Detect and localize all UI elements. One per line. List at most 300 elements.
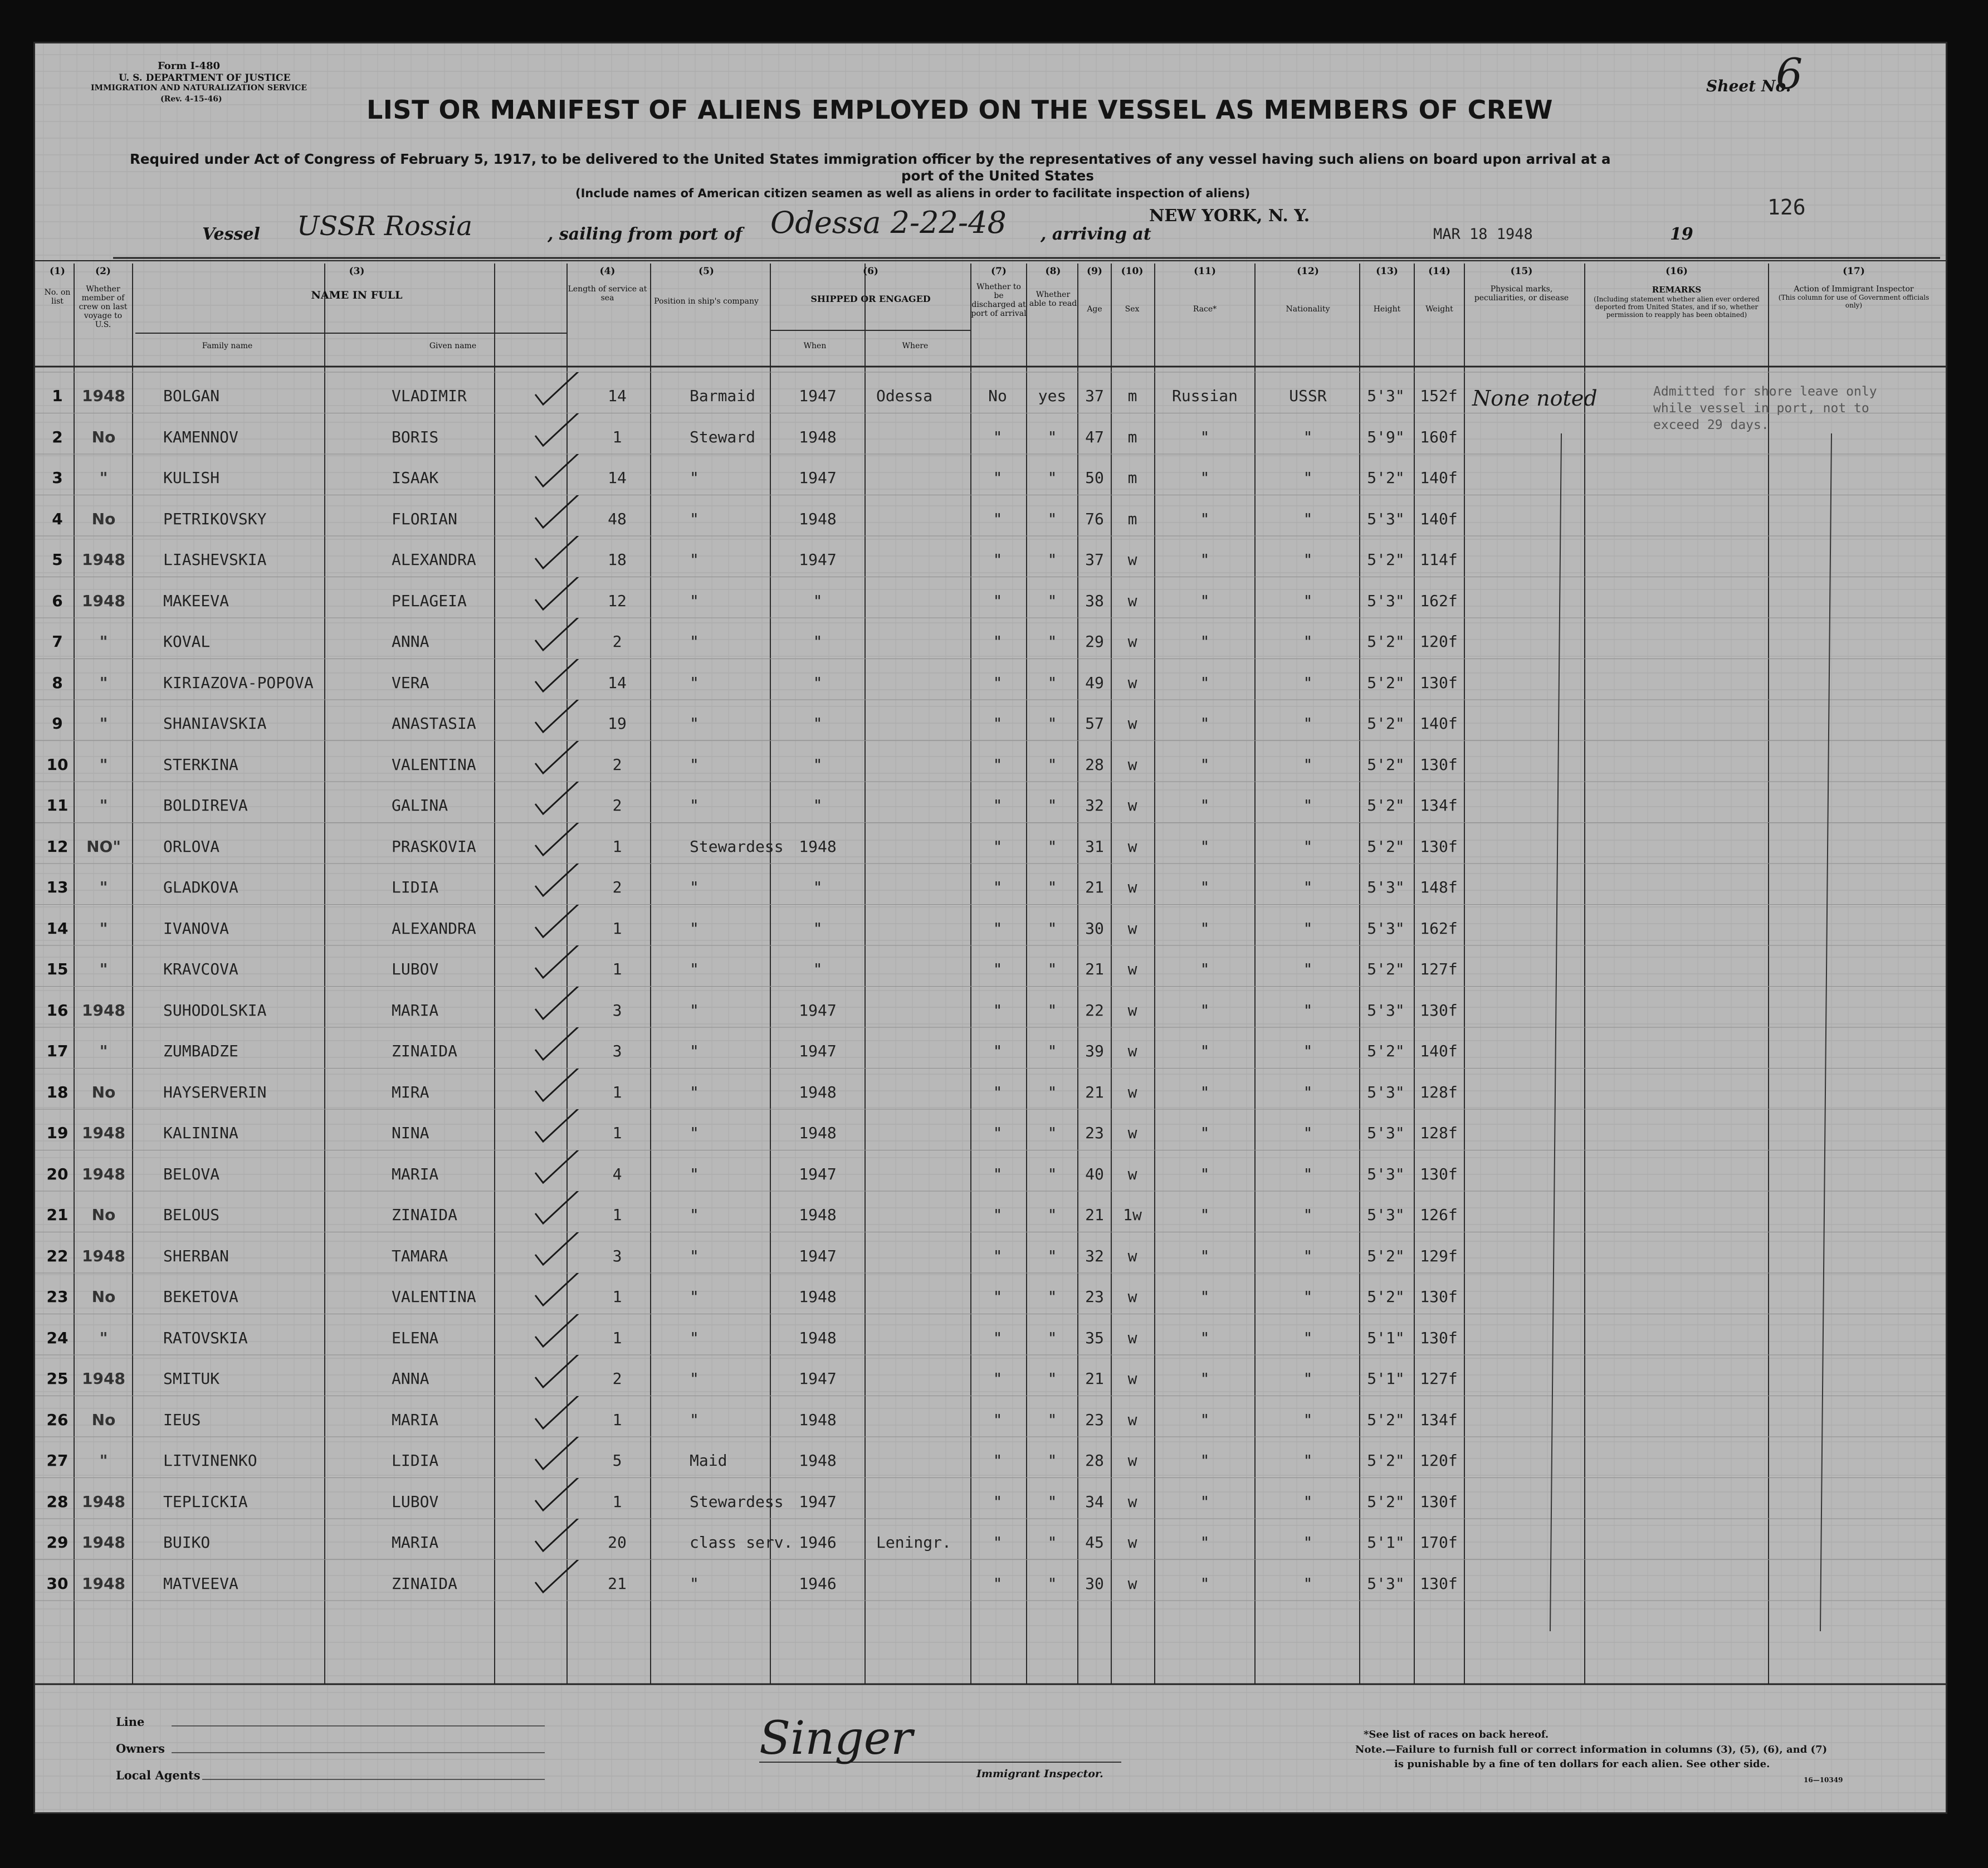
- sailing-port: Odessa 2-22-48: [770, 205, 1007, 240]
- cell-family: BOLDIREVA: [163, 796, 248, 814]
- cell-given: BORIS: [392, 427, 439, 446]
- cell-race: ": [1200, 919, 1210, 938]
- col-5-header: (5) Position in ship's company: [654, 266, 759, 306]
- check-mark-icon: [531, 823, 598, 864]
- remarks-row1-line3: exceed 29 days.: [1653, 418, 1769, 432]
- check-mark-icon: [531, 1232, 598, 1273]
- cell-read: ": [1047, 469, 1057, 487]
- cell-position: Maid: [690, 1451, 727, 1470]
- cell-read: ": [1047, 878, 1057, 896]
- check-mark-icon: [531, 700, 598, 740]
- remarks-row1-line1: Admitted for shore leave only: [1653, 384, 1877, 399]
- col-11-header: (11) Race*: [1193, 266, 1217, 314]
- arrival-date: MAR 18 1948: [1433, 226, 1533, 243]
- cell-given: MARIA: [392, 1164, 439, 1183]
- cell-weight: 130f: [1420, 1574, 1458, 1593]
- cell-nat: ": [1303, 1246, 1313, 1265]
- cell-race: ": [1200, 1492, 1210, 1511]
- manifest-title: LIST OR MANIFEST OF ALIENS EMPLOYED ON THE VESSEL AS MEMBERS OF CREW: [367, 95, 1554, 125]
- cell-nat: ": [1303, 1533, 1313, 1552]
- table-row: [35, 1109, 1946, 1150]
- cell-prev: 1948: [82, 550, 125, 569]
- cell-service: 1: [612, 1410, 622, 1429]
- cell-prev: 1948: [82, 387, 125, 405]
- cell-given: ANNA: [392, 632, 429, 651]
- cell-nat: ": [1303, 427, 1313, 446]
- cell-position: ": [690, 550, 699, 569]
- cell-position: Stewardess: [690, 1492, 784, 1511]
- cell-weight: 160f: [1420, 427, 1458, 446]
- cell-height: 5'1": [1367, 1533, 1405, 1552]
- cell-read: ": [1047, 1206, 1057, 1224]
- table-row: [35, 945, 1946, 986]
- cell-family: SHANIAVSKIA: [163, 714, 267, 733]
- cell-weight: 130f: [1420, 1164, 1458, 1183]
- cell-when: 1946: [799, 1533, 837, 1552]
- cell-no: 13: [46, 878, 69, 896]
- cell-disch: ": [993, 1124, 1003, 1142]
- col-6-header: (6) SHIPPED OR ENGAGED: [810, 266, 931, 304]
- cell-weight: 140f: [1420, 469, 1458, 487]
- cell-when: 1948: [799, 1124, 837, 1142]
- form-number: Form I-480: [158, 60, 221, 72]
- cell-height: 5'3": [1367, 591, 1405, 610]
- cell-sex: w: [1127, 591, 1137, 610]
- cell-family: SMITUK: [163, 1369, 220, 1388]
- cell-race: ": [1200, 469, 1210, 487]
- form-revision: (Rev. 4-15-46): [160, 95, 222, 104]
- cell-weight: 130f: [1420, 1287, 1458, 1306]
- line-label: Line: [116, 1715, 145, 1729]
- cell-sex: w: [1127, 1246, 1137, 1265]
- cell-no: 5: [52, 550, 63, 569]
- check-mark-icon: [531, 741, 598, 782]
- cell-age: 21: [1085, 878, 1104, 896]
- cell-no: 1: [52, 387, 63, 405]
- cell-position: ": [690, 469, 699, 487]
- cell-height: 5'2": [1367, 550, 1405, 569]
- cell-nat: ": [1303, 591, 1313, 610]
- cell-height: 5'2": [1367, 960, 1405, 978]
- cell-family: STERKINA: [163, 755, 238, 774]
- cell-disch: ": [993, 469, 1003, 487]
- cell-sex: w: [1127, 1328, 1137, 1347]
- cell-nat: ": [1303, 878, 1313, 896]
- cell-nat: ": [1303, 509, 1313, 528]
- cell-when: ": [813, 673, 823, 692]
- cell-disch: ": [993, 632, 1003, 651]
- cell-disch: ": [993, 714, 1003, 733]
- cell-family: IVANOVA: [163, 919, 229, 938]
- cell-service: 18: [608, 550, 627, 569]
- cell-no: 20: [46, 1164, 69, 1183]
- cell-no: 15: [46, 960, 69, 978]
- cell-when: 1948: [799, 1410, 837, 1429]
- cell-nat: ": [1303, 632, 1313, 651]
- cell-read: ": [1047, 1001, 1057, 1020]
- cell-when: 1947: [799, 1246, 837, 1265]
- cell-nat: ": [1303, 755, 1313, 774]
- cell-given: ISAAK: [392, 469, 439, 487]
- col-1-header: (1) No. on list: [44, 266, 71, 306]
- cell-read: ": [1047, 1287, 1057, 1306]
- cell-no: 11: [46, 796, 69, 814]
- cell-disch: ": [993, 1287, 1003, 1306]
- cell-given: ZINAIDA: [392, 1206, 458, 1224]
- cell-disch: ": [993, 1001, 1003, 1020]
- cell-given: PELAGEIA: [392, 591, 467, 610]
- cell-prev: No: [91, 509, 116, 528]
- cell-read: ": [1047, 755, 1057, 774]
- cell-given: LIDIA: [392, 878, 439, 896]
- cell-given: LUBOV: [392, 960, 439, 978]
- cell-prev: No: [91, 1287, 116, 1306]
- cell-position: ": [690, 1124, 699, 1142]
- cell-position: ": [690, 673, 699, 692]
- cell-given: ELENA: [392, 1328, 439, 1347]
- inspector-signature: Singer: [759, 1712, 913, 1765]
- cell-nat: ": [1303, 1001, 1313, 1020]
- cell-prev: NO": [86, 837, 121, 856]
- cell-disch: ": [993, 919, 1003, 938]
- cell-read: ": [1047, 632, 1057, 651]
- physical-marks-note: None noted: [1472, 386, 1598, 411]
- check-mark-icon: [531, 618, 598, 659]
- cell-position: ": [690, 1328, 699, 1347]
- check-mark-icon: [531, 945, 598, 986]
- cell-prev: ": [99, 960, 108, 978]
- cell-read: ": [1047, 960, 1057, 978]
- cell-weight: 120f: [1420, 632, 1458, 651]
- cell-race: ": [1200, 878, 1210, 896]
- cell-weight: 140f: [1420, 714, 1458, 733]
- cell-no: 27: [46, 1451, 69, 1470]
- cell-family: KALININA: [163, 1124, 238, 1142]
- table-row: [35, 1069, 1946, 1109]
- cell-family: LIASHEVSKIA: [163, 550, 267, 569]
- cell-age: 31: [1085, 837, 1104, 856]
- cell-race: ": [1200, 1451, 1210, 1470]
- cell-nat: ": [1303, 469, 1313, 487]
- cell-disch: ": [993, 1082, 1003, 1101]
- cell-prev: ": [99, 755, 108, 774]
- cell-height: 5'2": [1367, 755, 1405, 774]
- cell-age: 57: [1085, 714, 1104, 733]
- cell-prev: ": [99, 796, 108, 814]
- cell-disch: ": [993, 1328, 1003, 1347]
- cell-given: ZINAIDA: [392, 1574, 458, 1593]
- cell-no: 22: [46, 1246, 69, 1265]
- cell-weight: 128f: [1420, 1082, 1458, 1101]
- cell-position: ": [690, 714, 699, 733]
- table-row: [35, 1519, 1946, 1559]
- check-mark-icon: [531, 413, 598, 454]
- cell-age: 39: [1085, 1042, 1104, 1060]
- col-13-header: (13) Height: [1373, 266, 1401, 314]
- cell-prev: 1948: [82, 1574, 125, 1593]
- col-10-header: (10) Sex: [1121, 266, 1144, 314]
- cell-read: ": [1047, 919, 1057, 938]
- cell-service: 3: [612, 1042, 622, 1060]
- check-mark-icon: [531, 864, 598, 904]
- cell-weight: 134f: [1420, 1410, 1458, 1429]
- manifest-subtitle-2: port of the United States: [901, 168, 1094, 184]
- cell-when: ": [813, 878, 823, 896]
- cell-family: KIRIAZOVA-POPOVA: [163, 673, 314, 692]
- cell-service: 12: [608, 591, 627, 610]
- sailing-label: , sailing from port of: [548, 225, 743, 244]
- cell-disch: ": [993, 1042, 1003, 1060]
- cell-prev: 1948: [82, 1001, 125, 1020]
- cell-age: 22: [1085, 1001, 1104, 1020]
- cell-no: 26: [46, 1410, 69, 1429]
- department-name: U. S. DEPARTMENT OF JUSTICE: [119, 72, 291, 84]
- cell-read: ": [1047, 1410, 1057, 1429]
- cell-position: ": [690, 1574, 699, 1593]
- cell-weight: 134f: [1420, 796, 1458, 814]
- table-row: [35, 1314, 1946, 1355]
- cell-age: 21: [1085, 960, 1104, 978]
- inspector-label: Immigrant Inspector.: [976, 1768, 1103, 1780]
- cell-when: 1948: [799, 1451, 837, 1470]
- table-row: [35, 618, 1946, 659]
- cell-prev: No: [91, 1410, 116, 1429]
- cell-age: 76: [1085, 509, 1104, 528]
- cell-disch: ": [993, 509, 1003, 528]
- cell-given: LIDIA: [392, 1451, 439, 1470]
- cell-given: ANNA: [392, 1369, 429, 1388]
- cell-no: 18: [46, 1082, 69, 1101]
- cell-nat: ": [1303, 673, 1313, 692]
- cell-family: MATVEEVA: [163, 1574, 238, 1593]
- cell-when: 1947: [799, 1001, 837, 1020]
- cell-sex: w: [1127, 714, 1137, 733]
- cell-prev: 1948: [82, 591, 125, 610]
- col-16-header: (16) REMARKS (Including statement whether alien ever ordered deported from United States, and if so, whether permission to reapply has been obtained): [1594, 266, 1760, 319]
- cell-when: ": [813, 591, 823, 610]
- cell-read: ": [1047, 1451, 1057, 1470]
- when-header: When: [803, 342, 827, 350]
- owners-label: Owners: [116, 1742, 165, 1755]
- cell-sex: m: [1127, 427, 1137, 446]
- cell-sex: w: [1127, 632, 1137, 651]
- remarks-row1-line2: while vessel in port, not to: [1653, 401, 1869, 416]
- cell-prev: ": [99, 469, 108, 487]
- cell-service: 2: [612, 1369, 622, 1388]
- cell-given: ZINAIDA: [392, 1042, 458, 1060]
- cell-family: SHERBAN: [163, 1246, 229, 1265]
- table-row: [35, 1150, 1946, 1191]
- table-row: [35, 700, 1946, 740]
- cell-disch: ": [993, 796, 1003, 814]
- cell-service: 4: [612, 1164, 622, 1183]
- cell-position: Stewardess: [690, 837, 784, 856]
- cell-race: ": [1200, 1042, 1210, 1060]
- cell-sex: w: [1127, 550, 1137, 569]
- cell-read: ": [1047, 1042, 1057, 1060]
- cell-race: ": [1200, 1206, 1210, 1224]
- cell-family: KOVAL: [163, 632, 211, 651]
- cell-position: ": [690, 796, 699, 814]
- cell-height: 5'3": [1367, 878, 1405, 896]
- cell-service: 19: [608, 714, 627, 733]
- cell-prev: ": [99, 919, 108, 938]
- col-2-header: (2) Whether member of crew on last voyage to U.S.: [79, 266, 128, 329]
- cell-service: 1: [612, 960, 622, 978]
- cell-nat: ": [1303, 960, 1313, 978]
- cell-prev: ": [99, 878, 108, 896]
- service-name: IMMIGRATION AND NATURALIZATION SERVICE: [91, 84, 307, 92]
- table-row: [35, 782, 1946, 822]
- col-8-header: (8) Whether able to read: [1029, 266, 1077, 308]
- cell-height: 5'3": [1367, 387, 1405, 405]
- cell-family: IEUS: [163, 1410, 201, 1429]
- cell-height: 5'2": [1367, 632, 1405, 651]
- cell-race: ": [1200, 1287, 1210, 1306]
- cell-prev: 1948: [82, 1533, 125, 1552]
- cell-sex: w: [1127, 755, 1137, 774]
- cell-service: 48: [608, 509, 627, 528]
- cell-read: ": [1047, 714, 1057, 733]
- cell-age: 21: [1085, 1369, 1104, 1388]
- cell-sex: w: [1127, 919, 1137, 938]
- cell-no: 23: [46, 1287, 69, 1306]
- manifest-subtitle: Required under Act of Congress of February 5, 1917, to be delivered to the United States immigration officer by the representatives of any vessel having such aliens on board upon arrival at a: [130, 151, 1611, 167]
- cell-when: 1948: [799, 509, 837, 528]
- sheet-number: 6: [1776, 49, 1803, 99]
- cell-race: ": [1200, 427, 1210, 446]
- cell-prev: 1948: [82, 1492, 125, 1511]
- cell-height: 5'2": [1367, 796, 1405, 814]
- cell-when: 1947: [799, 1042, 837, 1060]
- table-row: [35, 1191, 1946, 1232]
- cell-no: 17: [46, 1042, 69, 1060]
- cell-disch: ": [993, 960, 1003, 978]
- cell-height: 5'2": [1367, 1246, 1405, 1265]
- cell-position: ": [690, 1164, 699, 1183]
- cell-service: 14: [608, 469, 627, 487]
- cell-height: 5'2": [1367, 1492, 1405, 1511]
- races-footnote: *See list of races on back hereof.: [1364, 1729, 1549, 1740]
- cell-position: ": [690, 755, 699, 774]
- cell-weight: 114f: [1420, 550, 1458, 569]
- cell-height: 5'3": [1367, 1206, 1405, 1224]
- cell-sex: w: [1127, 837, 1137, 856]
- cell-height: 5'2": [1367, 469, 1405, 487]
- col-12-header: (12) Nationality: [1286, 266, 1330, 314]
- cell-read: ": [1047, 427, 1057, 446]
- cell-family: SUHODOLSKIA: [163, 1001, 267, 1020]
- cell-sex: w: [1127, 1042, 1137, 1060]
- cell-family: GLADKOVA: [163, 878, 238, 896]
- check-mark-icon: [531, 1396, 598, 1437]
- table-row: [35, 1027, 1946, 1068]
- col-17-header: (17) Action of Immigrant Inspector (This column for use of Government officials only): [1778, 266, 1930, 309]
- cell-position: Barmaid: [690, 387, 756, 405]
- cell-nat: ": [1303, 1574, 1313, 1593]
- cell-age: 40: [1085, 1164, 1104, 1183]
- cell-nat: ": [1303, 1287, 1313, 1306]
- cell-height: 5'2": [1367, 1287, 1405, 1306]
- cell-read: ": [1047, 550, 1057, 569]
- cell-no: 28: [46, 1492, 69, 1511]
- cell-read: ": [1047, 1369, 1057, 1388]
- cell-height: 5'3": [1367, 919, 1405, 938]
- cell-age: 34: [1085, 1492, 1104, 1511]
- cell-given: VLADIMIR: [392, 387, 467, 405]
- cell-disch: ": [993, 1246, 1003, 1265]
- cell-family: PETRIKOVSKY: [163, 509, 267, 528]
- cell-race: ": [1200, 673, 1210, 692]
- arrival-port: NEW YORK, N. Y.: [1149, 206, 1310, 226]
- cell-weight: 127f: [1420, 1369, 1458, 1388]
- cell-when: 1948: [799, 1082, 837, 1101]
- cell-age: 37: [1085, 550, 1104, 569]
- table-row: [35, 577, 1946, 618]
- cell-service: 3: [612, 1001, 622, 1020]
- check-mark-icon: [531, 495, 598, 536]
- cell-family: ZUMBADZE: [163, 1042, 238, 1060]
- cell-race: ": [1200, 1124, 1210, 1142]
- cell-prev: ": [99, 1042, 108, 1060]
- cell-nat: ": [1303, 1082, 1313, 1101]
- cell-service: 2: [612, 755, 622, 774]
- check-mark-icon: [531, 1314, 598, 1355]
- cell-weight: 130f: [1420, 673, 1458, 692]
- cell-position: ": [690, 1369, 699, 1388]
- col-3-header: (3) NAME IN FULL: [311, 266, 403, 301]
- cell-weight: 127f: [1420, 960, 1458, 978]
- cell-sex: w: [1127, 1001, 1137, 1020]
- cell-prev: ": [99, 673, 108, 692]
- cell-sex: 1w: [1123, 1206, 1142, 1224]
- cell-service: 2: [612, 796, 622, 814]
- cell-prev: ": [99, 714, 108, 733]
- cell-race: ": [1200, 714, 1210, 733]
- check-mark-icon: [531, 536, 598, 577]
- cell-weight: 120f: [1420, 1451, 1458, 1470]
- cell-nat: ": [1303, 1042, 1313, 1060]
- cell-read: ": [1047, 1328, 1057, 1347]
- cell-nat: ": [1303, 919, 1313, 938]
- cell-when: ": [813, 919, 823, 938]
- cell-service: 14: [608, 673, 627, 692]
- cell-service: 1: [612, 1124, 622, 1142]
- cell-age: 35: [1085, 1328, 1104, 1347]
- stamp-number: 126: [1767, 195, 1806, 220]
- cell-when: 1947: [799, 387, 837, 405]
- cell-position: ": [690, 509, 699, 528]
- cell-prev: No: [91, 1082, 116, 1101]
- table-row: [35, 1396, 1946, 1437]
- cell-height: 5'2": [1367, 1451, 1405, 1470]
- check-mark-icon: [531, 1355, 598, 1396]
- cell-family: BEKETOVA: [163, 1287, 238, 1306]
- cell-age: 37: [1085, 387, 1104, 405]
- cell-race: ": [1200, 1246, 1210, 1265]
- cell-age: 50: [1085, 469, 1104, 487]
- cell-age: 32: [1085, 796, 1104, 814]
- cell-weight: 162f: [1420, 591, 1458, 610]
- cell-position: ": [690, 1206, 699, 1224]
- cell-age: 47: [1085, 427, 1104, 446]
- cell-when: 1947: [799, 1164, 837, 1183]
- check-mark-icon: [531, 577, 598, 618]
- cell-where: Odessa: [876, 387, 933, 405]
- cell-weight: 140f: [1420, 1042, 1458, 1060]
- cell-disch: ": [993, 1164, 1003, 1183]
- cell-disch: ": [993, 1492, 1003, 1511]
